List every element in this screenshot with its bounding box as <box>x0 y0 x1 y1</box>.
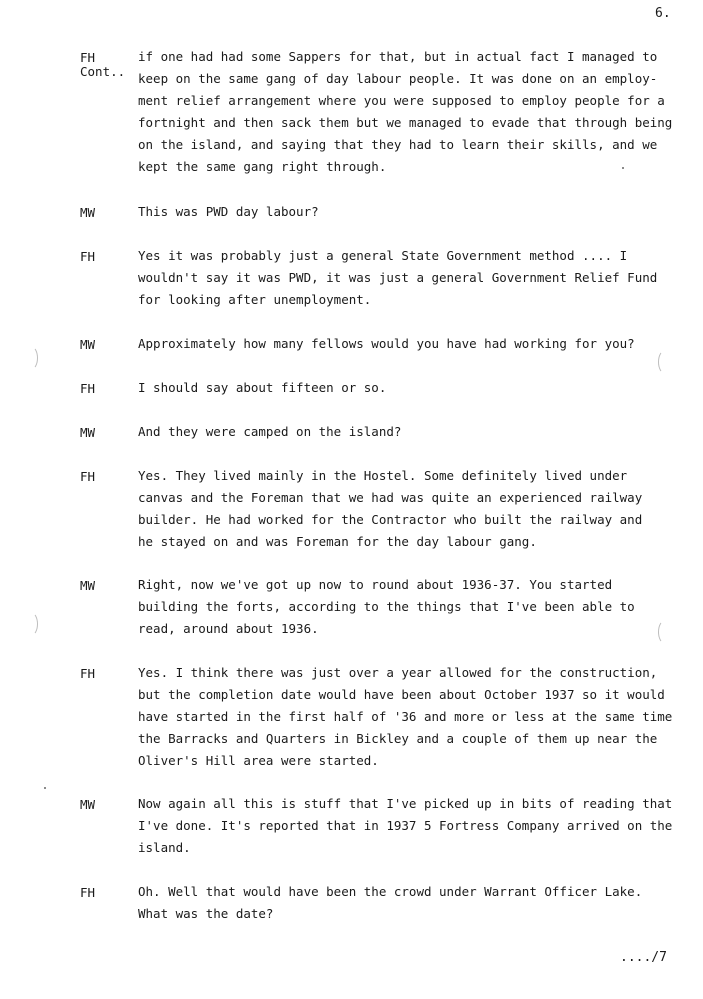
text-line: island. <box>138 840 191 855</box>
speaker-label <box>80 798 95 812</box>
text-line: the Barracks and Quarters in Bickley and a couple of them up near the <box>138 731 658 746</box>
text-line: for looking after unemployment. <box>138 292 372 307</box>
text-line: kept the same gang right through. <box>138 159 387 174</box>
text-line: Yes. They lived mainly in the Hostel. Some definitely lived under <box>138 468 628 483</box>
punch-hole-mark <box>658 620 672 644</box>
text-line: but the completion date would have been about October 1937 so it would <box>138 687 665 702</box>
utterance-text <box>138 46 678 178</box>
utterance-text <box>138 574 678 640</box>
text-line: building the forts, according to the things that I've been able to <box>138 599 635 614</box>
text-line: keep on the same gang of day labour people. It was done on an employ- <box>138 71 658 86</box>
text-line: Oh. Well that would have been the crowd under Warrant Officer Lake. <box>138 884 643 899</box>
speaker-line: FH <box>80 885 96 900</box>
text-line: have started in the first half of '36 and more or less at the same time <box>138 709 673 724</box>
utterance-text <box>138 421 678 443</box>
text-line: Now again all this is stuff that I've picked up in bits of reading that <box>138 796 673 811</box>
text-line: And they were camped on the island? <box>138 424 402 439</box>
speaker-line: FH <box>80 469 96 484</box>
text-line: canvas and the Foreman that we had was quite an experienced railway <box>138 490 643 505</box>
speaker-label <box>80 579 95 593</box>
utterance-text <box>138 377 678 399</box>
speaker-line: FH <box>80 249 96 264</box>
speaker-line: FH <box>80 381 96 396</box>
text-line: if one had had some Sappers for that, but in actual fact I managed to <box>138 49 658 64</box>
utterance-text <box>138 662 678 772</box>
text-line: he stayed on and was Foreman for the day labour gang. <box>138 534 537 549</box>
speaker-line: MW <box>80 578 96 593</box>
speaker-line: MW <box>80 797 96 812</box>
text-line: I've done. It's reported that in 1937 5 Fortress Company arrived on the <box>138 818 673 833</box>
utterance-text <box>138 881 678 925</box>
speaker-label <box>80 426 95 440</box>
text-line: wouldn't say it was PWD, it was just a general Government Relief Fund <box>138 270 658 285</box>
speaker-label <box>80 382 95 396</box>
speaker-line: FH <box>80 50 96 65</box>
text-line: What was the date? <box>138 906 274 921</box>
speaker-label <box>80 338 95 352</box>
speaker-line: MW <box>80 205 96 220</box>
punch-hole-mark <box>24 612 38 636</box>
utterance-text <box>138 333 678 355</box>
text-line: read, around about 1936. <box>138 621 319 636</box>
utterance-text <box>138 465 678 553</box>
punch-hole-mark <box>658 350 672 374</box>
text-line: Yes. I think there was just over a year allowed for the construction, <box>138 665 658 680</box>
utterance-text <box>138 245 678 311</box>
text-line: on the island, and saying that they had to learn their skills, and we <box>138 137 658 152</box>
text-line: Oliver's Hill area were started. <box>138 753 379 768</box>
page-number: 6. <box>655 6 671 21</box>
scan-speck <box>44 787 46 789</box>
text-line: Right, now we've got up now to round about 1936-37. You started <box>138 577 613 592</box>
speaker-label <box>80 886 95 900</box>
speaker-label <box>80 470 95 484</box>
text-line: This was PWD day labour? <box>138 204 319 219</box>
punch-hole-mark <box>24 346 38 370</box>
text-line: Yes it was probably just a general State Government method .... I <box>138 248 628 263</box>
speaker-label <box>80 667 95 681</box>
utterance-text <box>138 201 678 223</box>
speaker-line: Cont.. <box>80 64 126 79</box>
text-line: builder. He had worked for the Contractor who built the railway and <box>138 512 643 527</box>
text-line: fortnight and then sack them but we managed to evade that through being <box>138 115 673 130</box>
speaker-line: FH <box>80 666 96 681</box>
text-line: ment relief arrangement where you were supposed to employ people for a <box>138 93 665 108</box>
speaker-label <box>80 51 125 79</box>
speaker-line: MW <box>80 425 96 440</box>
text-line: I should say about fifteen or so. <box>138 380 387 395</box>
speaker-label <box>80 206 95 220</box>
text-line: Approximately how many fellows would you have had working for you? <box>138 336 635 351</box>
continued-marker: ..../7 <box>620 950 667 965</box>
scan-speck <box>622 167 624 169</box>
speaker-line: MW <box>80 337 96 352</box>
speaker-label <box>80 250 95 264</box>
utterance-text <box>138 793 678 859</box>
